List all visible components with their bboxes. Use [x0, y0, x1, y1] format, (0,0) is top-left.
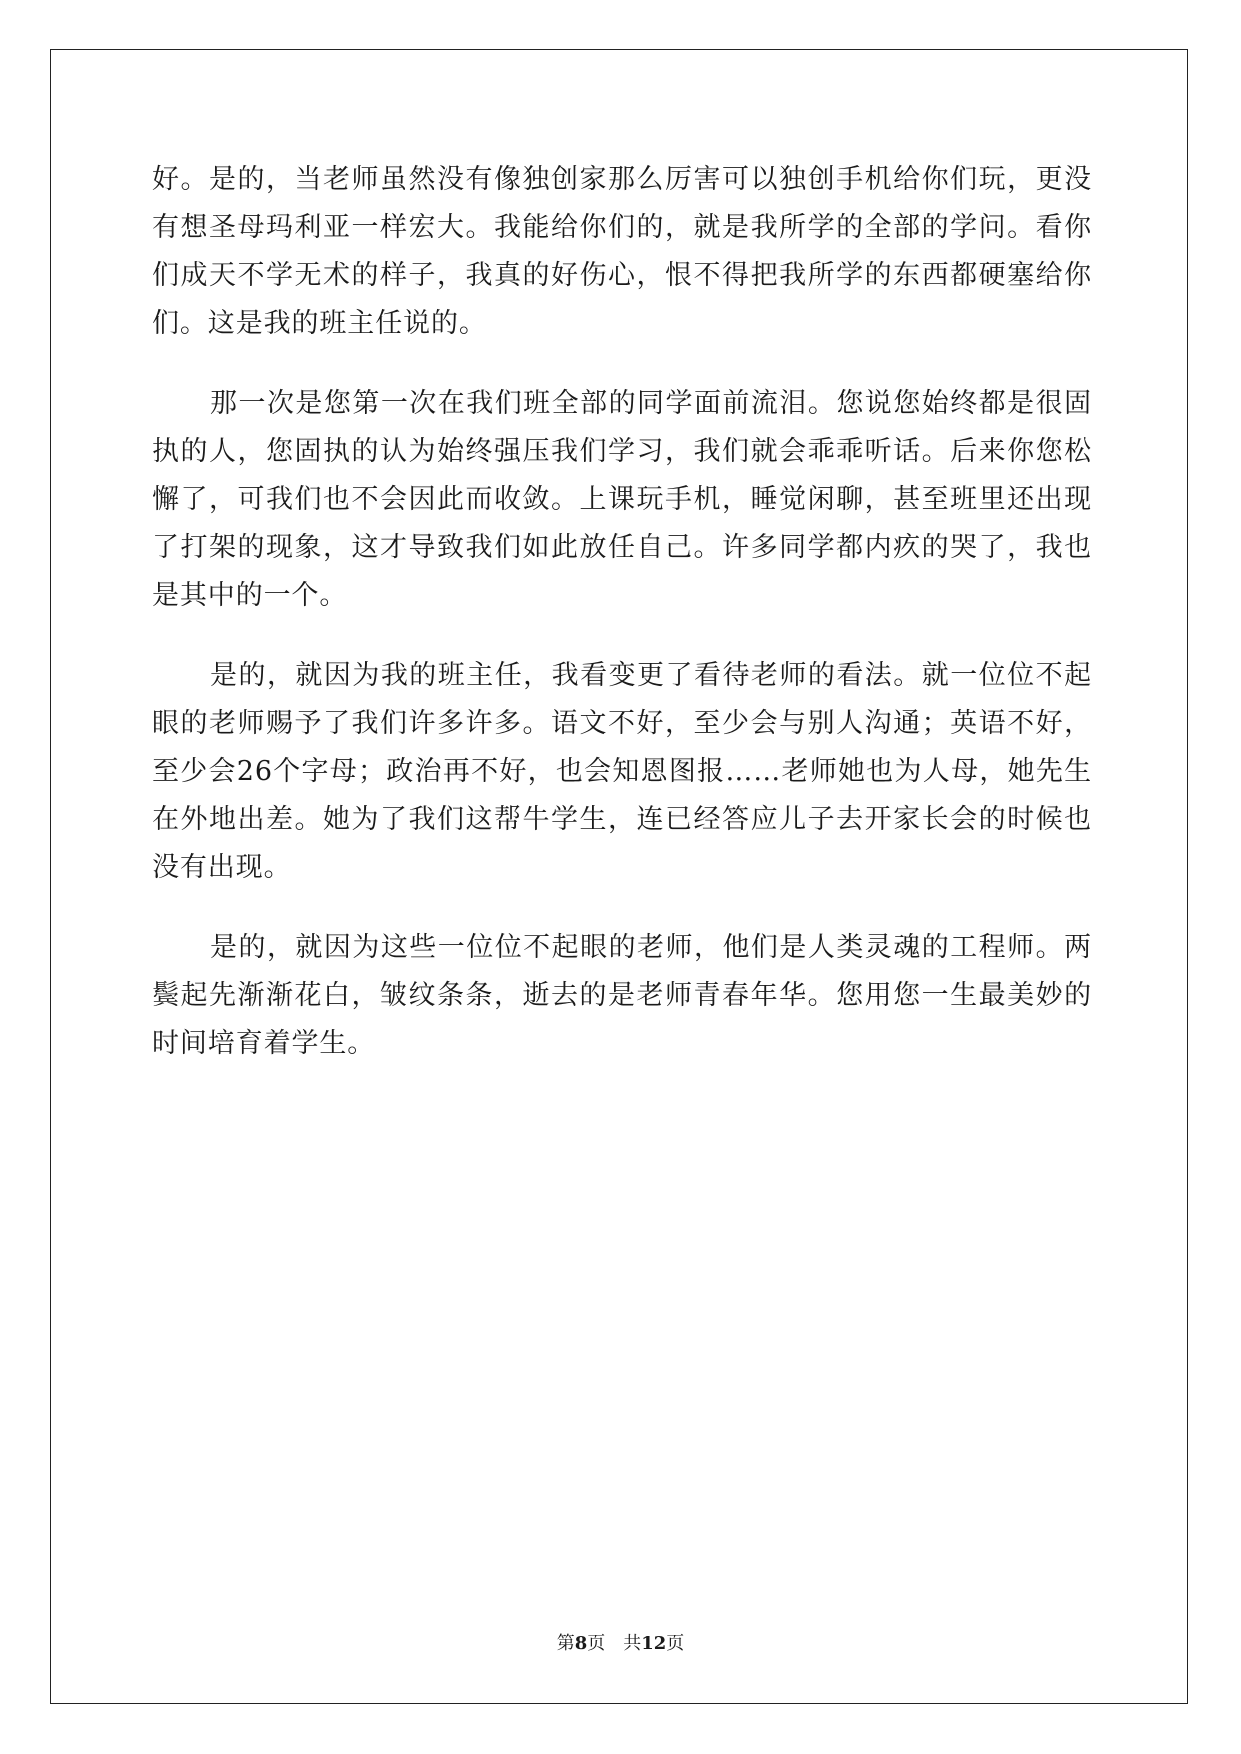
total-pages-label: 页: [666, 1633, 685, 1654]
paragraph: 那一次是您第一次在我们班全部的同学面前流泪。您说您始终都是很固执的人，您固执的认为始终强压我们学习，我们就会乖乖听话。后来你您松懈了，可我们也不会因此而收敛。上课玩手机，睡觉闲聊，甚至班里还出现了打架的现象，这才导致我们如此放任自己。许多同学都内疚的哭了，我也是其中的一个。: [152, 388, 1092, 611]
page-footer: [0, 1632, 1241, 1656]
paragraph: 好。是的，当老师虽然没有像独创家那么厉害可以独创手机给你们玩，更没有想圣母玛利亚一样宏大。我能给你们的，就是我所学的全部的学问。看你们成天不学无术的样子，我真的好伤心，恨不得把我所学的东西都硬塞给你们。这是我的班主任说的。: [152, 164, 1092, 339]
current-page-number: 8: [574, 1633, 588, 1654]
paragraph: 是的，就因为这些一位位不起眼的老师，他们是人类灵魂的工程师。两鬓起先渐渐花白，皱纹条条，逝去的是老师青春年华。您用您一生最美妙的时间培育着学生。: [152, 932, 1092, 1059]
paragraph: 是的，就因为我的班主任，我看变更了看待老师的看法。就一位位不起眼的老师赐予了我们许多许多。语文不好，至少会与别人沟通；英语不好，至少会26个字母；政治再不好，也会知恩图报……老师她也为人母，她先生在外地出差。她为了我们这帮牛学生，连已经答应儿子去开家长会的时候也没有出现。: [152, 660, 1092, 883]
page-number-prefix: 第: [556, 1633, 575, 1654]
document-body: [152, 156, 1092, 1100]
page-number-label: 页: [587, 1633, 606, 1654]
total-pages-number: 12: [641, 1633, 667, 1654]
total-pages-prefix: 共: [623, 1633, 642, 1654]
